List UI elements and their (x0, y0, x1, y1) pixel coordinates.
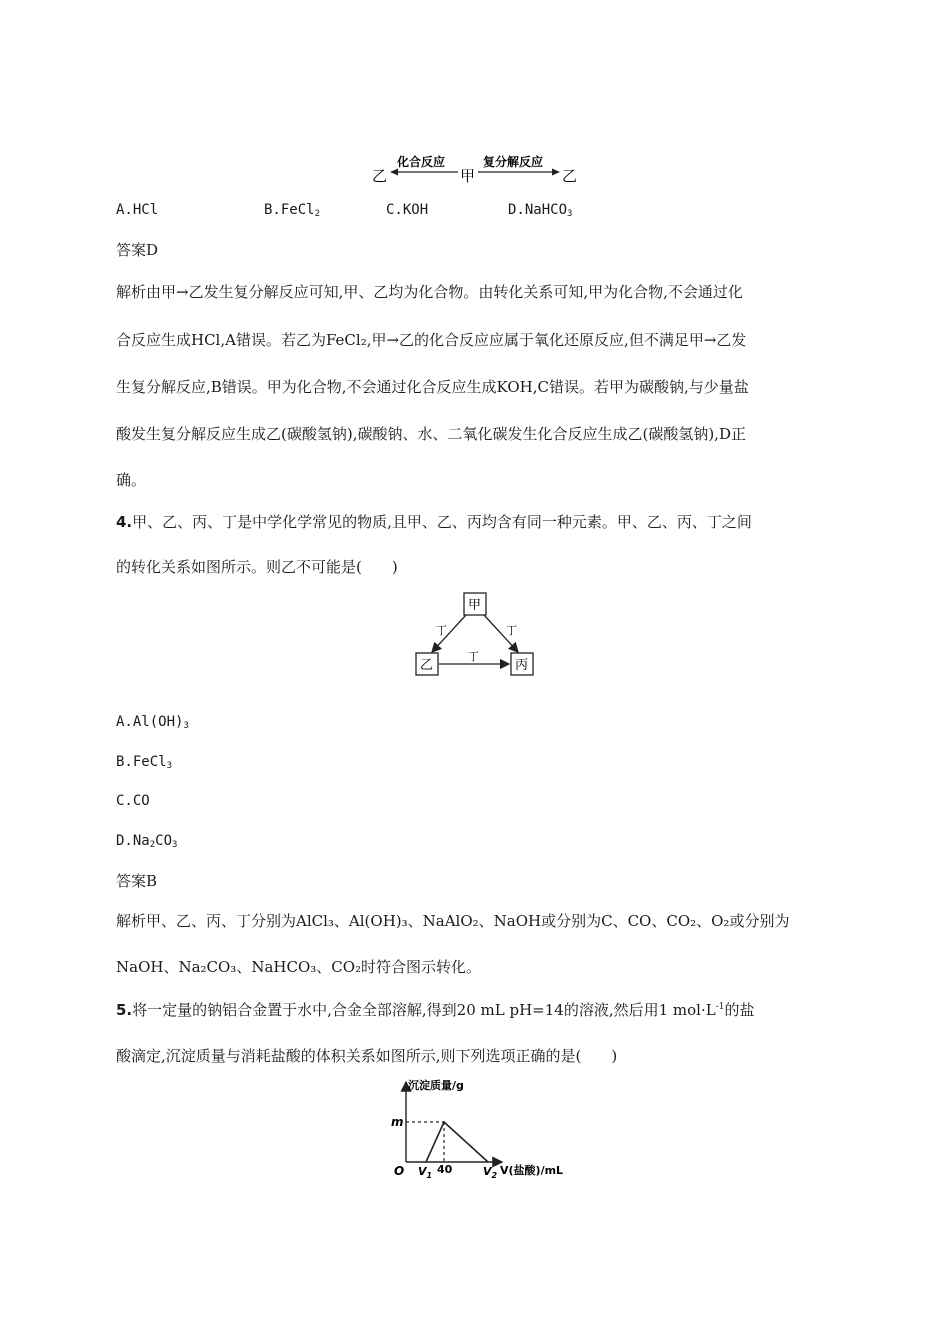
q4-stem-line-1: 4.甲、乙、丙、丁是中学化学常见的物质,且甲、乙、丙均含有同一种元素。甲、乙、丙、丁之间 (116, 513, 752, 531)
diagram1-left-arrowhead (390, 169, 398, 176)
chart-x-tick-v2: $V_2$ (483, 1165, 498, 1180)
q3-answer: 答案D (116, 241, 159, 259)
q4-stem-line-2: 的转化关系如图所示。则乙不可能是( ) (116, 558, 398, 576)
q3-option-a: A.HCl (116, 202, 159, 218)
diagram1-right-node: 乙 (562, 167, 578, 185)
q4-option-a: $A.Al(OH)_3$ (116, 714, 189, 731)
q4-answer: 答案B (116, 872, 158, 890)
chart-x-label: V(盐酸)/mL (500, 1164, 564, 1177)
diagram2-right-node: 丙 (515, 658, 529, 673)
chart-x-tick-40: 40 (437, 1163, 453, 1176)
q4-option-d: $D.Na_2CO_3$ (116, 833, 178, 850)
diagram2-label-right: 丁 (506, 624, 517, 637)
q3-analysis-line-2: 合反应生成HCl,A错误。若乙为FeCl₂,甲→乙的化合反应应属于氧化还原反应,但不满足甲→乙发 (116, 331, 747, 349)
q3-analysis-line-5: 确。 (116, 471, 147, 489)
q4-analysis-line-1: 解析甲、乙、丙、丁分别为AlCl₃、Al(OH)₃、NaAlO₂、NaOH或分别为C、CO、CO₂、O₂或分别为 (116, 912, 790, 930)
q3-option-c: C.KOH (386, 202, 429, 218)
q4-option-b: B.FeCl$_3$ (116, 754, 172, 771)
diagram1-center-node: 甲 (460, 167, 476, 185)
q3-option-d: D.NaHCO$_3$ (508, 202, 573, 219)
q5-stem-line-1: 5.将一定量的钠铝合金置于水中,合金全部溶解,得到20 mL pH=14的溶液,然后用1 $mol\cdot L^{-1}$的盐 (116, 1001, 755, 1019)
diagram2-label-bottom: 丁 (468, 650, 479, 663)
q3-analysis-line-3: 生复分解反应,B错误。甲为化合物,不会通过化合反应生成KOH,C错误。若甲为碳酸钠,与少量盐 (116, 378, 749, 396)
diagram2-label-left: 丁 (436, 624, 447, 637)
diagram2-left-node: 乙 (420, 658, 434, 673)
diagram1-left-label: 化合反应 (397, 155, 446, 169)
q3-analysis-line-1: 解析由甲→乙发生复分解反应可知,甲、乙均为化合物。由转化关系可知,甲为化合物,不会通过化 (116, 283, 743, 301)
chart-origin-label: O (394, 1164, 405, 1178)
diagram1-left-node: 乙 (372, 167, 388, 185)
diagram2-top-node: 甲 (468, 598, 482, 613)
q4-option-c: C.CO (116, 793, 150, 809)
q3-analysis-line-4: 酸发生复分解反应生成乙(碳酸氢钠),碳酸钠、水、二氧化碳发生化合反应生成乙(碳酸氢钠),D正 (116, 425, 746, 443)
chart-series-line (426, 1122, 488, 1162)
diagram1-right-label: 复分解反应 (483, 155, 544, 169)
q5-stem-line-2: 酸滴定,沉淀质量与消耗盐酸的体积关系如图所示,则下列选项正确的是( ) (116, 1047, 618, 1065)
q4-analysis-line-2: NaOH、Na₂CO₃、NaHCO₃、CO₂时符合图示转化。 (116, 958, 482, 976)
chart-y-tick-m: m (391, 1115, 404, 1129)
diagram1-right-arrowhead (552, 169, 560, 176)
chart-y-label: 沉淀质量/g (408, 1079, 464, 1092)
q3-option-b: B.FeCl$_2$ (264, 202, 320, 219)
chart-x-tick-v1: $V_1$ (418, 1165, 433, 1180)
precipitate-chart (380, 1075, 580, 1185)
reaction-diagram-2 (408, 590, 543, 682)
reaction-diagram-1 (370, 150, 585, 190)
